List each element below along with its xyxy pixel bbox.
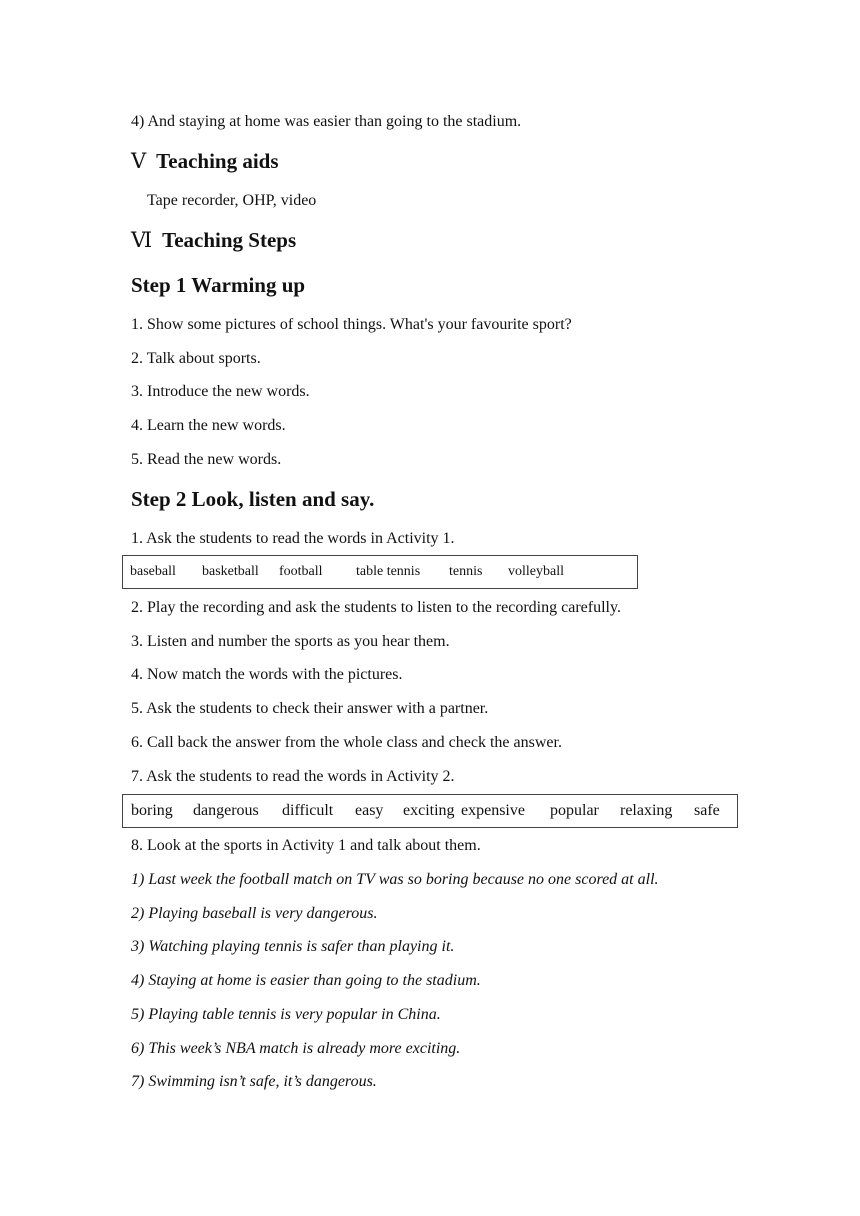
step2-item: 1. Ask the students to read the words in Activity 1.: [131, 530, 455, 547]
word-box-activity-1: [122, 555, 638, 589]
section-numeral: Ⅴ: [131, 149, 147, 173]
section-heading-teaching-steps: [131, 227, 296, 253]
step1-item: 4. Learn the new words.: [131, 417, 286, 434]
word-box-item: difficult: [282, 802, 334, 819]
word-box-item: baseball: [130, 564, 176, 579]
step2-item: 4. Now match the words with the pictures.: [131, 666, 403, 683]
example-sentence: 5) Playing table tennis is very popular in China.: [131, 1006, 441, 1023]
example-sentence: 1) Last week the football match on TV was so boring because no one scored at all.: [131, 871, 659, 888]
step2-heading: Step 2 Look, listen and say.: [131, 487, 375, 511]
section-title: Teaching aids: [156, 149, 279, 173]
step1-item: 2. Talk about sports.: [131, 350, 261, 367]
word-box-item: football: [279, 564, 323, 579]
word-box-item: tennis: [449, 564, 483, 579]
step2-item: 5. Ask the students to check their answer with a partner.: [131, 700, 489, 717]
word-box-item: dangerous: [193, 802, 259, 819]
step1-item: 3. Introduce the new words.: [131, 383, 310, 400]
step2-item: 3. Listen and number the sports as you hear them.: [131, 633, 450, 650]
word-box-activity-2: [122, 794, 738, 828]
step1-heading: Step 1 Warming up: [131, 273, 306, 297]
word-box-item: popular: [550, 802, 599, 819]
section-heading-teaching-aids: [131, 148, 279, 174]
step2-item: 8. Look at the sports in Activity 1 and talk about them.: [131, 837, 481, 854]
step2-item: 7. Ask the students to read the words in Activity 2.: [131, 768, 455, 785]
word-box-item: boring: [131, 802, 173, 819]
example-sentence: 4) Staying at home is easier than going to the stadium.: [131, 972, 481, 989]
step1-item: 1. Show some pictures of school things. What's your favourite sport?: [131, 316, 572, 333]
section-title: Teaching Steps: [162, 228, 297, 252]
aids-line: Tape recorder, OHP, video: [147, 192, 317, 209]
example-sentence: 6) This week’s NBA match is already more exciting.: [131, 1040, 461, 1057]
example-sentence: 2) Playing baseball is very dangerous.: [131, 905, 378, 922]
word-box-item: table tennis: [356, 564, 421, 579]
word-box-item: safe: [694, 802, 720, 819]
word-box-item: volleyball: [508, 564, 564, 579]
word-box-item: basketball: [202, 564, 259, 579]
word-box-item: exciting: [403, 802, 455, 819]
example-sentence: 3) Watching playing tennis is safer than playing it.: [131, 938, 455, 955]
step1-item: 5. Read the new words.: [131, 451, 282, 468]
intro-line: 4) And staying at home was easier than going to the stadium.: [131, 113, 522, 130]
word-box-item: relaxing: [620, 802, 673, 819]
word-box-item: expensive: [461, 802, 525, 819]
example-sentence: 7) Swimming isn’t safe, it’s dangerous.: [131, 1073, 377, 1090]
step2-item: 6. Call back the answer from the whole class and check the answer.: [131, 734, 562, 751]
word-box-item: easy: [355, 802, 384, 819]
step2-item: 2. Play the recording and ask the students to listen to the recording carefully.: [131, 599, 621, 616]
section-numeral: Ⅵ: [131, 228, 153, 252]
